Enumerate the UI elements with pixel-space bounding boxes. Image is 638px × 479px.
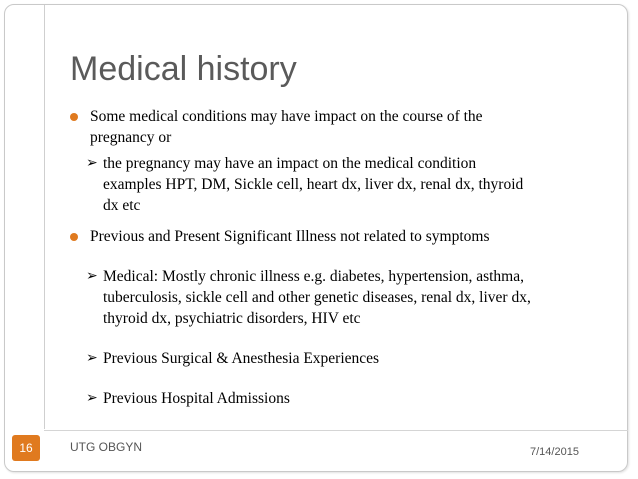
slide-title: Medical history xyxy=(70,50,297,88)
bullet-item xyxy=(70,106,615,148)
slide-number-badge: 16 xyxy=(12,435,40,461)
sub-bullet-item xyxy=(70,348,615,369)
footer-date: 7/14/2015 xyxy=(530,446,579,458)
sub-bullet-item xyxy=(70,266,615,329)
bullet-line: Previous Hospital Admissions xyxy=(103,390,290,407)
sub-bullet-item xyxy=(70,153,615,216)
circle-bullet-icon xyxy=(70,233,78,241)
sub-bullet-item xyxy=(70,388,615,409)
bullet-line: examples HPT, DM, Sickle cell, heart dx, liver dx, renal dx, thyroid xyxy=(103,176,524,193)
bottom-divider xyxy=(44,430,628,431)
bullet-line: Previous and Present Significant Illness not related to symptoms xyxy=(90,228,490,245)
arrow-bullet-icon: ➢ xyxy=(86,155,98,171)
bullet-line: the pregnancy may have an impact on the medical condition xyxy=(103,155,477,172)
bullet-line: Some medical conditions may have impact on the course of the xyxy=(90,108,483,125)
footer-text: UTG OBGYN xyxy=(70,440,143,454)
bullet-line: thyroid dx, psychiatric disorders, HIV etc xyxy=(103,310,361,327)
slide-content xyxy=(70,106,615,409)
bullet-line: tuberculosis, sickle cell and other genetic diseases, renal dx, liver dx, xyxy=(103,289,531,306)
bullet-line: Previous Surgical & Anesthesia Experiences xyxy=(103,350,380,367)
bullet-line: dx etc xyxy=(103,197,141,214)
arrow-bullet-icon: ➢ xyxy=(86,268,98,284)
arrow-bullet-icon: ➢ xyxy=(86,390,98,406)
circle-bullet-icon xyxy=(70,113,78,121)
bullet-line: pregnancy or xyxy=(90,129,172,146)
arrow-bullet-icon: ➢ xyxy=(86,350,98,366)
bullet-item xyxy=(70,226,615,247)
left-divider xyxy=(44,5,45,429)
bullet-line: Medical: Mostly chronic illness e.g. diabetes, hypertension, asthma, xyxy=(103,268,524,285)
